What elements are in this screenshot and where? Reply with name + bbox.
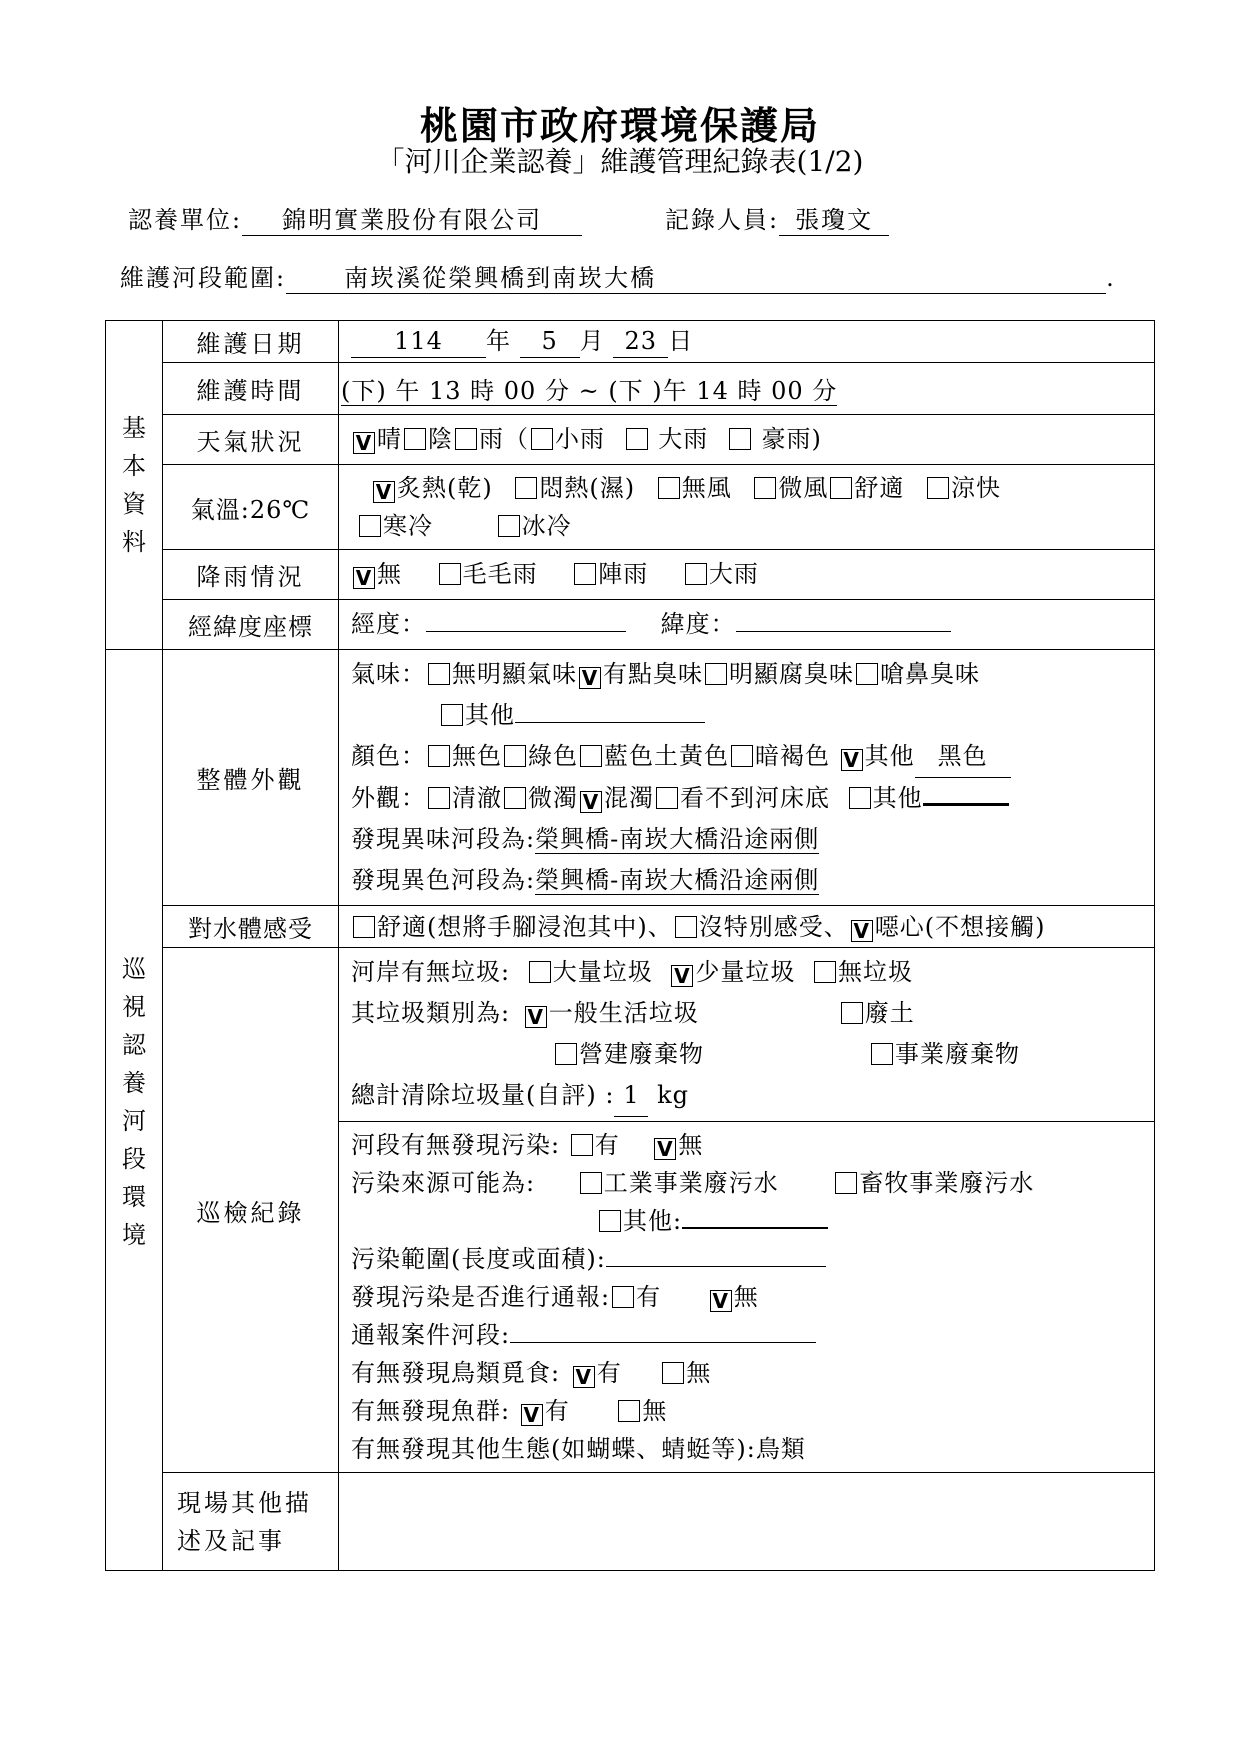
trash-block	[339, 948, 1154, 1122]
smell-other-label: 其他	[465, 701, 515, 729]
fish-yes-label: 有	[544, 1397, 570, 1425]
trash-label: 河岸有無垃圾:	[351, 958, 511, 986]
time-value: (下) 午 13 時 00 分 ~ (下 )午 14 時 00 分	[341, 377, 838, 405]
look-other-field[interactable]	[923, 803, 1009, 806]
temp-cool-label: 涼快	[951, 474, 1002, 502]
other-notes-label: 現場其他描述及記事	[163, 1473, 339, 1571]
odor-section-value: 榮興橋-南崁大橋沿途兩側	[535, 825, 820, 853]
weather-light-rain-checkbox[interactable]	[531, 428, 553, 450]
unit-label: 認養單位:	[128, 206, 243, 234]
rain-heavy-checkbox[interactable]	[685, 563, 707, 585]
lon-label: 經度：	[351, 610, 426, 638]
smell-slight-checkbox[interactable]: V	[579, 667, 601, 689]
trash-none-label: 無垃圾	[838, 958, 914, 986]
color-green-label: 綠色	[528, 742, 578, 770]
trash-industrial-label: 事業廢棄物	[895, 1040, 1020, 1068]
year-unit: 年	[486, 327, 511, 355]
document-subtitle: 「河川企業認養」維護管理紀錄表(1/2)	[376, 145, 864, 178]
look-no-bed-checkbox[interactable]	[656, 787, 678, 809]
lat-label: 緯度：	[660, 610, 736, 638]
row-inspection	[106, 948, 1155, 1473]
trash-much-checkbox[interactable]	[529, 961, 551, 983]
record-table	[105, 320, 1155, 1571]
rain-shower-label: 陣雨	[598, 560, 649, 588]
document-title: 桃園市政府環境保護局	[419, 103, 820, 148]
temp-comfortable-checkbox[interactable]	[830, 477, 852, 499]
pollution-yes-label: 有	[594, 1131, 620, 1159]
basic-section-label: 基本資料	[106, 321, 163, 650]
bird-label: 有無發現鳥類覓食:	[351, 1359, 561, 1387]
row-feeling	[106, 906, 1155, 948]
rain-heavy-label: 大雨	[708, 560, 759, 588]
smell-none-checkbox[interactable]	[428, 663, 450, 685]
eco-value: 鳥類	[755, 1435, 806, 1463]
pollution-no-label: 無	[678, 1131, 704, 1159]
bird-no-checkbox[interactable]	[662, 1362, 684, 1384]
weather-cloudy-checkbox[interactable]	[404, 428, 426, 450]
feel-neutral-label: 沒特別感受、	[698, 912, 849, 941]
rain-shower-checkbox[interactable]	[574, 563, 596, 585]
fish-label: 有無發現魚群:	[351, 1397, 511, 1425]
report-yes-checkbox[interactable]	[612, 1286, 634, 1308]
month-unit: 月	[579, 327, 605, 355]
fish-no-checkbox[interactable]	[618, 1400, 640, 1422]
color-other-checkbox[interactable]: V	[841, 749, 863, 771]
weather-heavy-rain-label: 大雨	[658, 425, 709, 453]
temp-hot-humid-label: 悶熱(濕)	[539, 474, 636, 502]
temp-cold-label: 寒冷	[383, 512, 433, 540]
temp-comfortable-label: 舒適	[854, 474, 905, 502]
row-temperature	[106, 465, 1155, 550]
smell-rotten-checkbox[interactable]	[705, 663, 727, 685]
report-section-field[interactable]	[510, 1342, 816, 1343]
trash-industrial-checkbox[interactable]	[871, 1043, 893, 1065]
color-dark-brown-label: 暗褐色	[755, 742, 830, 770]
row-rainfall	[106, 550, 1155, 600]
temp-freezing-checkbox[interactable]	[498, 515, 520, 537]
temp-label: 氣溫:26℃	[163, 465, 339, 550]
color-section-label: 發現異色河段為:	[351, 866, 536, 894]
look-clear-label: 清澈	[452, 784, 502, 812]
source-label: 污染來源可能為:	[351, 1169, 536, 1197]
smell-pungent-label: 嗆鼻臭味	[880, 660, 980, 688]
temp-freezing-label: 冰冷	[521, 512, 572, 540]
lon-field[interactable]	[426, 631, 626, 632]
rain-none-checkbox[interactable]: V	[353, 567, 375, 589]
rain-drizzle-checkbox[interactable]	[439, 563, 461, 585]
recorder-label: 記錄人員:	[665, 206, 780, 234]
color-other-label: 其他	[864, 742, 915, 770]
pollution-yes-checkbox[interactable]	[571, 1134, 593, 1156]
look-slightly-turbid-checkbox[interactable]	[504, 787, 526, 809]
weather-storm-label: 豪雨)	[761, 425, 822, 453]
row-date	[106, 321, 1155, 363]
scope-field[interactable]	[606, 1266, 826, 1267]
fish-yes-checkbox[interactable]: V	[521, 1404, 543, 1426]
color-green-checkbox[interactable]	[504, 745, 526, 767]
trash-construction-checkbox[interactable]	[555, 1043, 577, 1065]
weather-storm-checkbox[interactable]	[729, 428, 751, 450]
rain-cell	[339, 550, 1155, 600]
bird-no-label: 無	[686, 1359, 712, 1387]
patrol-section-label: 巡視認養河段環境	[106, 650, 163, 1571]
weather-rain-label: 雨（	[479, 425, 529, 453]
unit-value: 錦明實業股份有限公司	[242, 200, 582, 236]
trash-none-checkbox[interactable]	[814, 961, 836, 983]
look-turbid-checkbox[interactable]: V	[580, 791, 602, 813]
trash-type-label: 其垃圾類別為:	[351, 999, 511, 1027]
row-coordinates	[106, 600, 1155, 650]
inspection-cell	[339, 948, 1155, 1473]
color-section-value: 榮興橋-南崁大橋沿途兩側	[535, 866, 820, 894]
report-label: 發現污染是否進行通報:	[351, 1283, 611, 1311]
feel-neutral-checkbox[interactable]	[675, 916, 697, 938]
temp-hot-humid-checkbox[interactable]	[515, 477, 537, 499]
source-livestock-label: 畜牧事業廢污水	[859, 1169, 1035, 1197]
pollution-block	[339, 1122, 1154, 1472]
bird-yes-label: 有	[596, 1359, 622, 1387]
lat-field[interactable]	[736, 631, 951, 632]
weather-cloudy-label: 陰	[428, 425, 453, 453]
weather-rain-checkbox[interactable]	[455, 428, 477, 450]
eco-label: 有無發現其他生態(如蝴蝶、蜻蜓等):	[351, 1435, 756, 1463]
report-section-label: 通報案件河段:	[351, 1321, 511, 1349]
trash-total-label: 總計清除垃圾量(自評) :	[351, 1081, 615, 1109]
feel-cell	[339, 906, 1155, 948]
date-day: 23	[613, 325, 668, 358]
trash-much-label: 大量垃圾	[552, 958, 653, 986]
report-no-label: 無	[733, 1283, 759, 1311]
temp-no-wind-label: 無風	[681, 474, 732, 502]
weather-sunny-checkbox[interactable]: V	[353, 432, 375, 454]
source-industrial-label: 工業事業廢污水	[603, 1169, 779, 1197]
day-unit: 日	[668, 327, 694, 355]
temp-cell	[339, 465, 1155, 550]
trash-total-unit: kg	[657, 1081, 689, 1109]
source-other-field[interactable]	[682, 1227, 828, 1229]
fish-no-label: 無	[642, 1397, 668, 1425]
source-other-checkbox[interactable]	[599, 1210, 621, 1232]
time-cell	[339, 363, 1155, 415]
trash-construction-label: 營建廢棄物	[579, 1040, 704, 1068]
adopter-line	[128, 200, 582, 236]
look-other-checkbox[interactable]	[849, 787, 871, 809]
row-other-notes	[106, 1473, 1155, 1571]
scope-label: 污染範圍(長度或面積):	[351, 1245, 606, 1273]
range-label: 維護河段範圍:	[120, 264, 287, 292]
smell-slight-label: 有點臭味	[603, 660, 703, 688]
feel-disgust-label: 噁心(不想接觸)	[874, 912, 1046, 941]
other-notes-field[interactable]	[339, 1473, 1155, 1571]
look-label: 外觀：	[351, 784, 426, 812]
report-no-checkbox[interactable]: V	[710, 1290, 732, 1312]
smell-pungent-checkbox[interactable]	[856, 663, 878, 685]
look-clear-checkbox[interactable]	[428, 787, 450, 809]
time-label: 維護時間	[163, 363, 339, 415]
pollution-no-checkbox[interactable]: V	[654, 1138, 676, 1160]
color-other-value: 黑色	[915, 736, 1011, 778]
weather-light-rain-label: 小雨	[555, 425, 605, 453]
record-label: 巡檢紀錄	[163, 948, 339, 1473]
feel-comfortable-label: 舒適(想將手腳浸泡其中)、	[377, 912, 673, 941]
smell-other-checkbox[interactable]	[441, 704, 463, 726]
smell-label: 氣味：	[351, 660, 426, 688]
row-time	[106, 363, 1155, 415]
color-label: 顏色：	[351, 742, 426, 770]
color-clear-checkbox[interactable]	[428, 745, 450, 767]
row-appearance	[106, 650, 1155, 906]
recorder-line	[665, 200, 889, 236]
date-label: 維護日期	[163, 321, 339, 363]
source-other-label: 其他:	[623, 1207, 683, 1235]
row-weather	[106, 415, 1155, 465]
look-other-label: 其他	[872, 784, 923, 812]
pollution-label: 河段有無發現污染:	[351, 1131, 561, 1159]
date-year: 114	[351, 325, 486, 358]
rain-drizzle-label: 毛毛雨	[462, 560, 538, 588]
date-month: 5	[520, 325, 580, 358]
temp-cool-checkbox[interactable]	[927, 477, 949, 499]
color-dark-brown-checkbox[interactable]	[731, 745, 753, 767]
range-line	[120, 258, 1116, 294]
color-blue-yellow-label: 藍色土黃色	[604, 742, 729, 770]
weather-label: 天氣狀況	[163, 415, 339, 465]
odor-section-label: 發現異味河段為:	[351, 825, 536, 853]
range-value: 南崁溪從榮興橋到南崁大橋	[286, 258, 1106, 294]
feel-label: 對水體感受	[163, 906, 339, 948]
look-turbid-label: 混濁	[604, 784, 654, 812]
report-yes-label: 有	[636, 1283, 662, 1311]
appearance-cell	[339, 650, 1155, 906]
look-slightly-turbid-label: 微濁	[528, 784, 578, 812]
range-end: .	[1106, 264, 1116, 292]
trash-little-label: 少量垃圾	[695, 958, 796, 986]
temp-cold-checkbox[interactable]	[359, 515, 381, 537]
trash-little-checkbox[interactable]: V	[671, 965, 693, 987]
feel-disgust-checkbox[interactable]: V	[851, 920, 873, 942]
source-industrial-checkbox[interactable]	[580, 1172, 602, 1194]
trash-household-label: 一般生活垃圾	[548, 999, 699, 1027]
temp-hot-dry-checkbox[interactable]: V	[373, 481, 395, 503]
temp-breeze-label: 微風	[778, 474, 829, 502]
trash-total-value: 1	[614, 1075, 648, 1117]
temp-breeze-checkbox[interactable]	[754, 477, 776, 499]
source-livestock-checkbox[interactable]	[835, 1172, 857, 1194]
coord-cell	[339, 600, 1155, 650]
smell-none-label: 無明顯氣味	[452, 660, 577, 688]
rain-none-label: 無	[377, 560, 402, 588]
smell-other-field[interactable]	[515, 722, 705, 723]
weather-sunny-label: 晴	[377, 425, 402, 453]
bird-yes-checkbox[interactable]: V	[573, 1366, 595, 1388]
temp-hot-dry-label: 炙熱(乾)	[397, 474, 493, 502]
look-no-bed-label: 看不到河床底	[680, 784, 830, 812]
weather-cell	[339, 415, 1155, 465]
recorder-value: 張瓊文	[779, 200, 889, 236]
appearance-label: 整體外觀	[163, 650, 339, 906]
smell-rotten-label: 明顯腐臭味	[729, 660, 854, 688]
coord-label: 經緯度座標	[163, 600, 339, 650]
rain-label: 降雨情況	[163, 550, 339, 600]
color-blue-yellow-checkbox[interactable]	[580, 745, 602, 767]
date-cell	[339, 321, 1155, 363]
trash-soil-label: 廢土	[864, 999, 915, 1027]
weather-heavy-rain-checkbox[interactable]	[626, 428, 648, 450]
feel-comfortable-checkbox[interactable]	[353, 916, 375, 938]
color-clear-label: 無色	[452, 742, 502, 770]
temp-no-wind-checkbox[interactable]	[658, 477, 680, 499]
trash-household-checkbox[interactable]: V	[525, 1006, 547, 1028]
trash-soil-checkbox[interactable]	[841, 1002, 863, 1024]
